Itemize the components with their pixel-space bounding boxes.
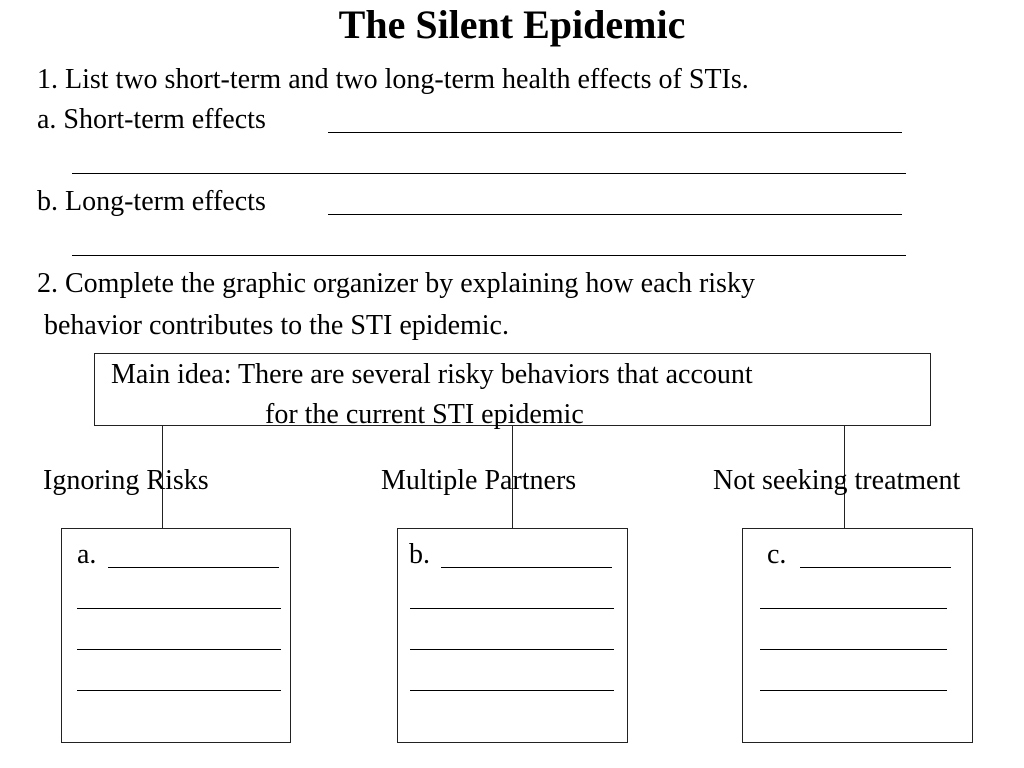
answer-b-prefix: b. bbox=[409, 539, 430, 570]
answer-a-prefix: a. bbox=[77, 539, 97, 570]
answer-box-b bbox=[397, 528, 628, 743]
main-idea-line-1: Main idea: There are several risky behaviors that account bbox=[111, 359, 753, 390]
answer-c-line-3[interactable] bbox=[760, 649, 947, 650]
branch-heading-ignoring-risks: Ignoring Risks bbox=[43, 465, 209, 496]
branch-heading-multiple-partners: Multiple Partners bbox=[381, 465, 577, 496]
main-idea-line-2: for the current STI epidemic bbox=[265, 399, 584, 430]
branch-heading-not-seeking-treatment: Not seeking treatment bbox=[713, 465, 961, 496]
answer-a-line-2[interactable] bbox=[77, 608, 281, 609]
answer-b-line-1[interactable] bbox=[441, 567, 612, 568]
answer-a-line-3[interactable] bbox=[77, 649, 281, 650]
answer-b-line-4[interactable] bbox=[410, 690, 614, 691]
answer-c-line-1[interactable] bbox=[800, 567, 951, 568]
short-term-label: a. Short-term effects bbox=[37, 104, 266, 135]
short-term-answer-line-2[interactable] bbox=[72, 173, 906, 174]
answer-c-line-2[interactable] bbox=[760, 608, 947, 609]
question-2-prompt-line-1: 2. Complete the graphic organizer by explaining how each risky bbox=[37, 268, 755, 299]
long-term-answer-line-1[interactable] bbox=[328, 214, 902, 215]
answer-c-prefix: c. bbox=[767, 539, 787, 570]
answer-b-line-2[interactable] bbox=[410, 608, 614, 609]
long-term-label: b. Long-term effects bbox=[37, 186, 266, 217]
answer-c-line-4[interactable] bbox=[760, 690, 947, 691]
answer-b-line-3[interactable] bbox=[410, 649, 614, 650]
short-term-answer-line-1[interactable] bbox=[328, 132, 902, 133]
answer-a-line-1[interactable] bbox=[108, 567, 279, 568]
answer-a-line-4[interactable] bbox=[77, 690, 281, 691]
question-2-prompt-line-2: behavior contributes to the STI epidemic. bbox=[44, 310, 509, 341]
page-title: The Silent Epidemic bbox=[338, 2, 686, 47]
question-1-prompt: 1. List two short-term and two long-term health effects of STIs. bbox=[37, 64, 749, 95]
long-term-answer-line-2[interactable] bbox=[72, 255, 906, 256]
